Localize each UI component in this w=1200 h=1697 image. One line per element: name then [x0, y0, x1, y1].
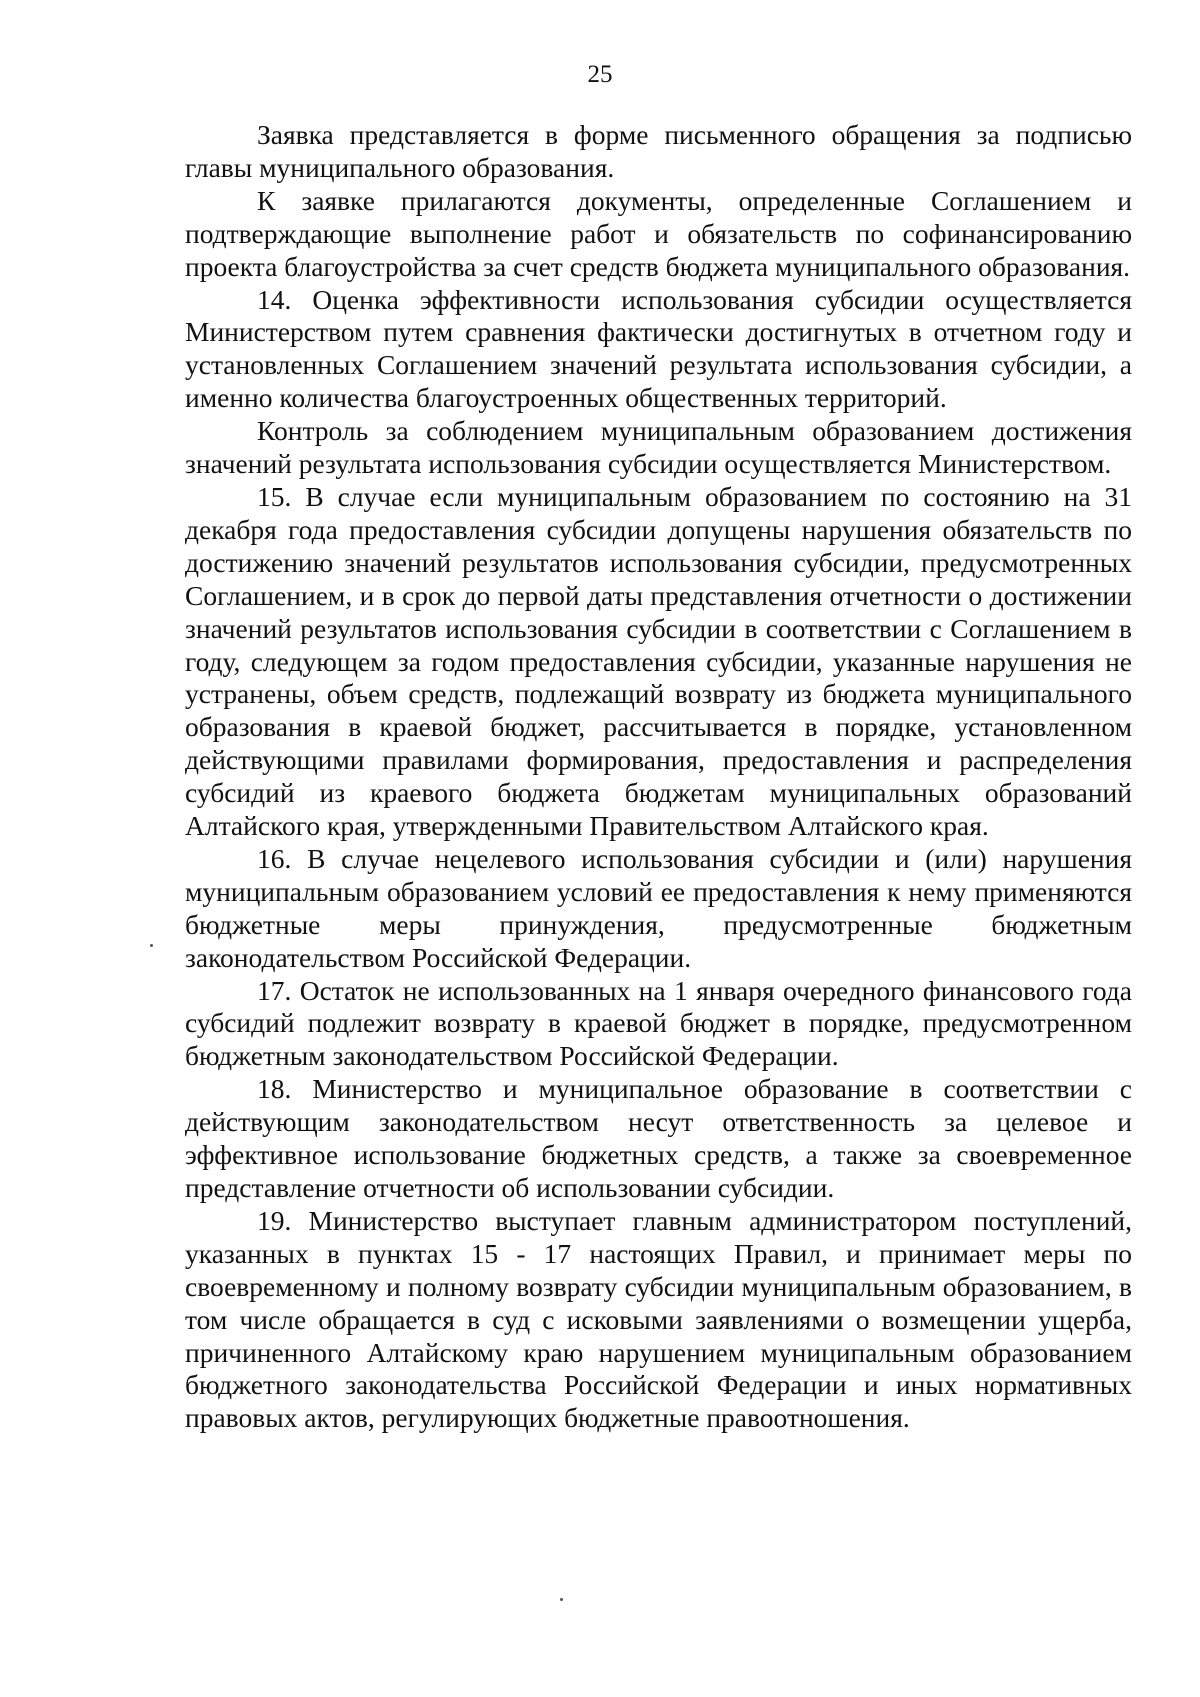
scan-speck [150, 944, 153, 947]
page-number: 25 [587, 61, 613, 88]
paragraph-control: Контроль за соблюдением муниципальным образованием достижения значений результата использования субсидии осуществляется Министерством. [185, 415, 1132, 480]
paragraph-attached-documents: К заявке прилагаются документы, определенные Соглашением и подтверждающие выполнение работ и обязательств по софинансированию проекта благоустройства за счет средств бюджета муниципального образования. [185, 184, 1132, 282]
document-body [185, 119, 1132, 1435]
paragraph-18-responsibility: 18. Министерство и муниципальное образование в соответствии с действующим законодательством несут ответственность за целевое и эффективное использование бюджетных средств, а также за своевременное представление отчетности об использовании субсидии. [185, 1073, 1132, 1203]
paragraph-16-misuse: 16. В случае нецелевого использования субсидии и (или) нарушения муниципальным образованием условий ее предоставления к нему применяются бюджетные меры принуждения, предусмотренные бюджетным законодательством Российской Федерации. [185, 842, 1132, 973]
paragraph-14-efficiency-assessment: 14. Оценка эффективности использования субсидии осуществляется Министерством путем сравнения фактически достигнутых в отчетном году и установленных Соглашением значений результата использования субсидии, а именно количества благоустроенных общественных территорий. [185, 283, 1132, 414]
scan-speck [560, 1598, 563, 1601]
paragraph-19-administrator: 19. Министерство выступает главным администратором поступлений, указанных в пунктах 15 - 17 настоящих Правил, и принимает меры по своевременному и полному возврату субсидии муниципальным образованием, в том числе обращается в суд с исковыми заявлениями о возмещении ущерба, причиненного Алтайскому краю нарушением муниципальным образованием бюджетного законодательства Российской Федерации и иных нормативных правовых актов, регулирующих бюджетные правоотношения. [185, 1204, 1132, 1434]
paragraph-application-form: Заявка представляется в форме письменного обращения за подписью главы муниципального образования. [185, 119, 1132, 183]
paragraph-15-violations: 15. В случае если муниципальным образованием по состоянию на 31 декабря года предоставления субсидии допущены нарушения обязательств по достижению значений результатов использования субсидии, предусмотренных Соглашением, и в срок до первой даты представления отчетности о достижении значений результатов использования субсидии в соответствии с Соглашением в году, следующем за годом предоставления субсидии, указанные нарушения не устранены, объем средств, подлежащий возврату из бюджета муниципального образования в краевой бюджет, рассчитывается в порядке, установленном действующими правилами формирования, предоставления и распределения субсидий из краевого бюджета бюджетам муниципальных образований Алтайского края, утвержденными Правительством Алтайского края. [185, 480, 1132, 842]
paragraph-17-remainder: 17. Остаток не использованных на 1 января очередного финансового года субсидий подлежит возврату в краевой бюджет в порядке, предусмотренном бюджетным законодательством Российской Федерации. [185, 974, 1132, 1072]
